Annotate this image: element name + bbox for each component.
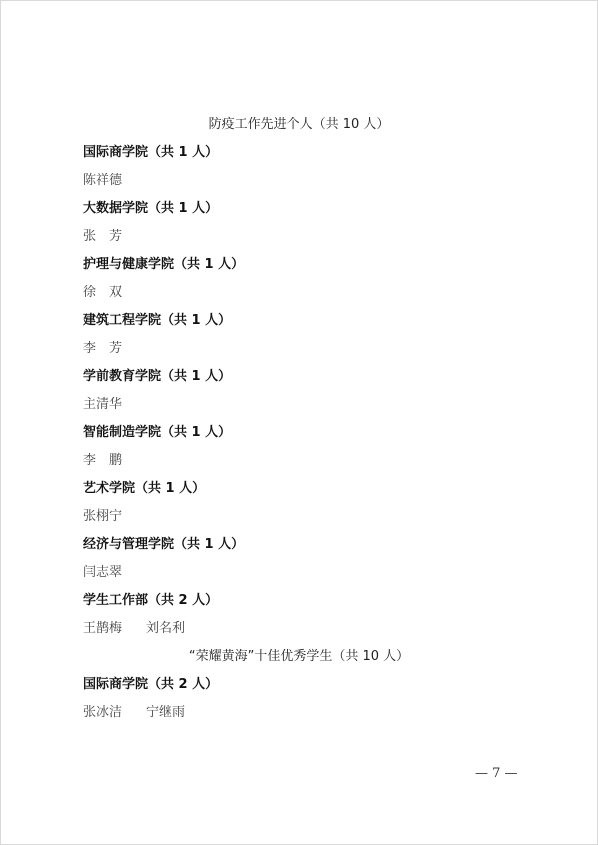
person-name: 王鹊梅 xyxy=(83,621,123,636)
person-name: 张冰洁 xyxy=(83,705,123,720)
name-list xyxy=(83,396,122,414)
page-number: — 7 — xyxy=(475,766,518,781)
name-list xyxy=(83,452,122,470)
group-heading: 护理与健康学院（共 1 人） xyxy=(83,257,245,272)
group-heading: 建筑工程学院（共 1 人） xyxy=(83,313,232,328)
group-heading: 经济与管理学院（共 1 人） xyxy=(83,537,245,552)
section-title: “荣耀黄海”十佳优秀学生（共 10 人） xyxy=(188,649,410,664)
person-name: 李 芳 xyxy=(83,341,123,356)
name-list xyxy=(83,704,185,722)
person-name: 张 芳 xyxy=(83,229,123,244)
person-name: 李 鹏 xyxy=(83,453,123,468)
name-list xyxy=(83,284,122,302)
person-name: 陈祥德 xyxy=(83,173,123,188)
group-heading: 学生工作部（共 2 人） xyxy=(83,593,219,608)
name-list xyxy=(83,340,122,358)
person-name: 宁继雨 xyxy=(146,705,186,720)
person-name: 闫志翠 xyxy=(83,565,123,580)
group-heading: 学前教育学院（共 1 人） xyxy=(83,369,232,384)
name-list xyxy=(83,620,185,638)
group-heading: 大数据学院（共 1 人） xyxy=(83,201,219,216)
name-list xyxy=(83,508,122,526)
person-name: 主清华 xyxy=(83,397,123,412)
person-name: 张栩宁 xyxy=(83,509,123,524)
group-heading: 智能制造学院（共 1 人） xyxy=(83,425,232,440)
name-list xyxy=(83,172,122,190)
person-name: 刘名利 xyxy=(146,621,186,636)
group-heading: 国际商学院（共 1 人） xyxy=(83,145,219,160)
name-list xyxy=(83,564,122,582)
name-list xyxy=(83,228,122,246)
group-heading: 艺术学院（共 1 人） xyxy=(83,481,206,496)
section-title: 防疫工作先进个人（共 10 人） xyxy=(208,117,390,132)
person-name: 徐 双 xyxy=(83,285,123,300)
group-heading: 国际商学院（共 2 人） xyxy=(83,677,219,692)
